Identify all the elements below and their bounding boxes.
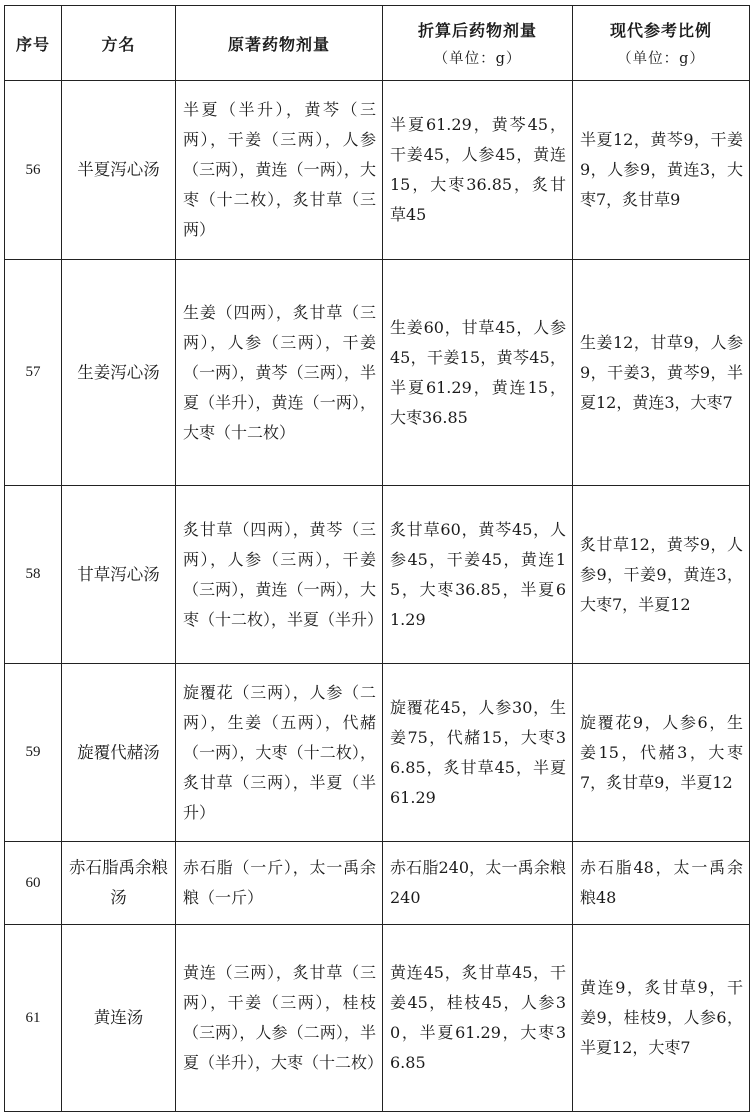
header-modern-title: 现代参考比例 <box>609 21 712 40</box>
formula-name: 旋覆代赭汤 <box>62 664 176 842</box>
original-dosage: 半夏（半升），黄芩（三两），干姜（三两），人参（三两），黄连（一两），大枣（十二枚），炙甘草（三两） <box>176 81 383 260</box>
converted-dosage: 黄连45，炙甘草45，干姜45，桂枝45，人参30，半夏61.29，大枣36.85 <box>383 925 573 1112</box>
row-number: 58 <box>5 486 62 664</box>
formula-name: 甘草泻心汤 <box>62 486 176 664</box>
formula-name: 赤石脂禹余粮汤 <box>62 842 176 925</box>
formula-name: 黄连汤 <box>62 925 176 1112</box>
modern-ratio: 赤石脂48，太一禹余粮48 <box>573 842 750 925</box>
table-row <box>5 664 750 842</box>
row-number: 61 <box>5 925 62 1112</box>
header-name: 方名 <box>62 6 176 81</box>
converted-dosage: 赤石脂240，太一禹余粮240 <box>383 842 573 925</box>
formula-dosage-table <box>4 5 750 1112</box>
converted-dosage: 半夏61.29，黄芩45，干姜45，人参45，黄连15，大枣36.85，炙甘草45 <box>383 81 573 260</box>
converted-dosage: 旋覆花45，人参30，生姜75，代赭15，大枣36.85，炙甘草45，半夏61.29 <box>383 664 573 842</box>
converted-dosage: 生姜60，甘草45，人参45，干姜15，黄芩45，半夏61.29，黄连15，大枣36.85 <box>383 260 573 486</box>
table-row <box>5 842 750 925</box>
header-original-dosage: 原著药物剂量 <box>176 6 383 81</box>
row-number: 60 <box>5 842 62 925</box>
modern-ratio: 半夏12，黄芩9，干姜9，人参9，黄连3，大枣7，炙甘草9 <box>573 81 750 260</box>
row-number: 57 <box>5 260 62 486</box>
converted-dosage: 炙甘草60，黄芩45，人参45，干姜45，黄连15，大枣36.85，半夏61.29 <box>383 486 573 664</box>
header-modern-unit: （单位：g） <box>617 51 705 67</box>
modern-ratio: 旋覆花9，人参6，生姜15，代赭3，大枣7，炙甘草9，半夏12 <box>573 664 750 842</box>
row-number: 56 <box>5 81 62 260</box>
original-dosage: 黄连（三两），炙甘草（三两），干姜（三两），桂枝（三两），人参（二两），半夏（半升），大枣（十二枚） <box>176 925 383 1112</box>
modern-ratio: 炙甘草12，黄芩9，人参9，干姜9，黄连3，大枣7，半夏12 <box>573 486 750 664</box>
modern-ratio: 黄连9，炙甘草9，干姜9，桂枝9，人参6，半夏12，大枣7 <box>573 925 750 1112</box>
header-modern-ratio <box>573 6 750 81</box>
header-converted-unit: （单位：g） <box>433 51 522 67</box>
header-converted-title: 折算后药物剂量 <box>417 21 537 40</box>
formula-name: 生姜泻心汤 <box>62 260 176 486</box>
header-no: 序号 <box>5 6 62 81</box>
table-row <box>5 81 750 260</box>
original-dosage: 旋覆花（三两），人参（二两），生姜（五两），代赭（一两），大枣（十二枚），炙甘草（三两），半夏（半升） <box>176 664 383 842</box>
table-row <box>5 260 750 486</box>
header-converted-dosage <box>383 6 573 81</box>
table-row <box>5 486 750 664</box>
table-row <box>5 925 750 1112</box>
formula-name: 半夏泻心汤 <box>62 81 176 260</box>
original-dosage: 生姜（四两），炙甘草（三两），人参（三两），干姜（一两），黄芩（三两），半夏（半升），黄连（一两），大枣（十二枚） <box>176 260 383 486</box>
row-number: 59 <box>5 664 62 842</box>
original-dosage: 赤石脂（一斤），太一禹余粮（一斤） <box>176 842 383 925</box>
table-header-row <box>5 6 750 81</box>
modern-ratio: 生姜12，甘草9，人参9，干姜3，黄芩9，半夏12，黄连3，大枣7 <box>573 260 750 486</box>
original-dosage: 炙甘草（四两），黄芩（三两），人参（三两），干姜（三两），黄连（一两），大枣（十二枚），半夏（半升） <box>176 486 383 664</box>
